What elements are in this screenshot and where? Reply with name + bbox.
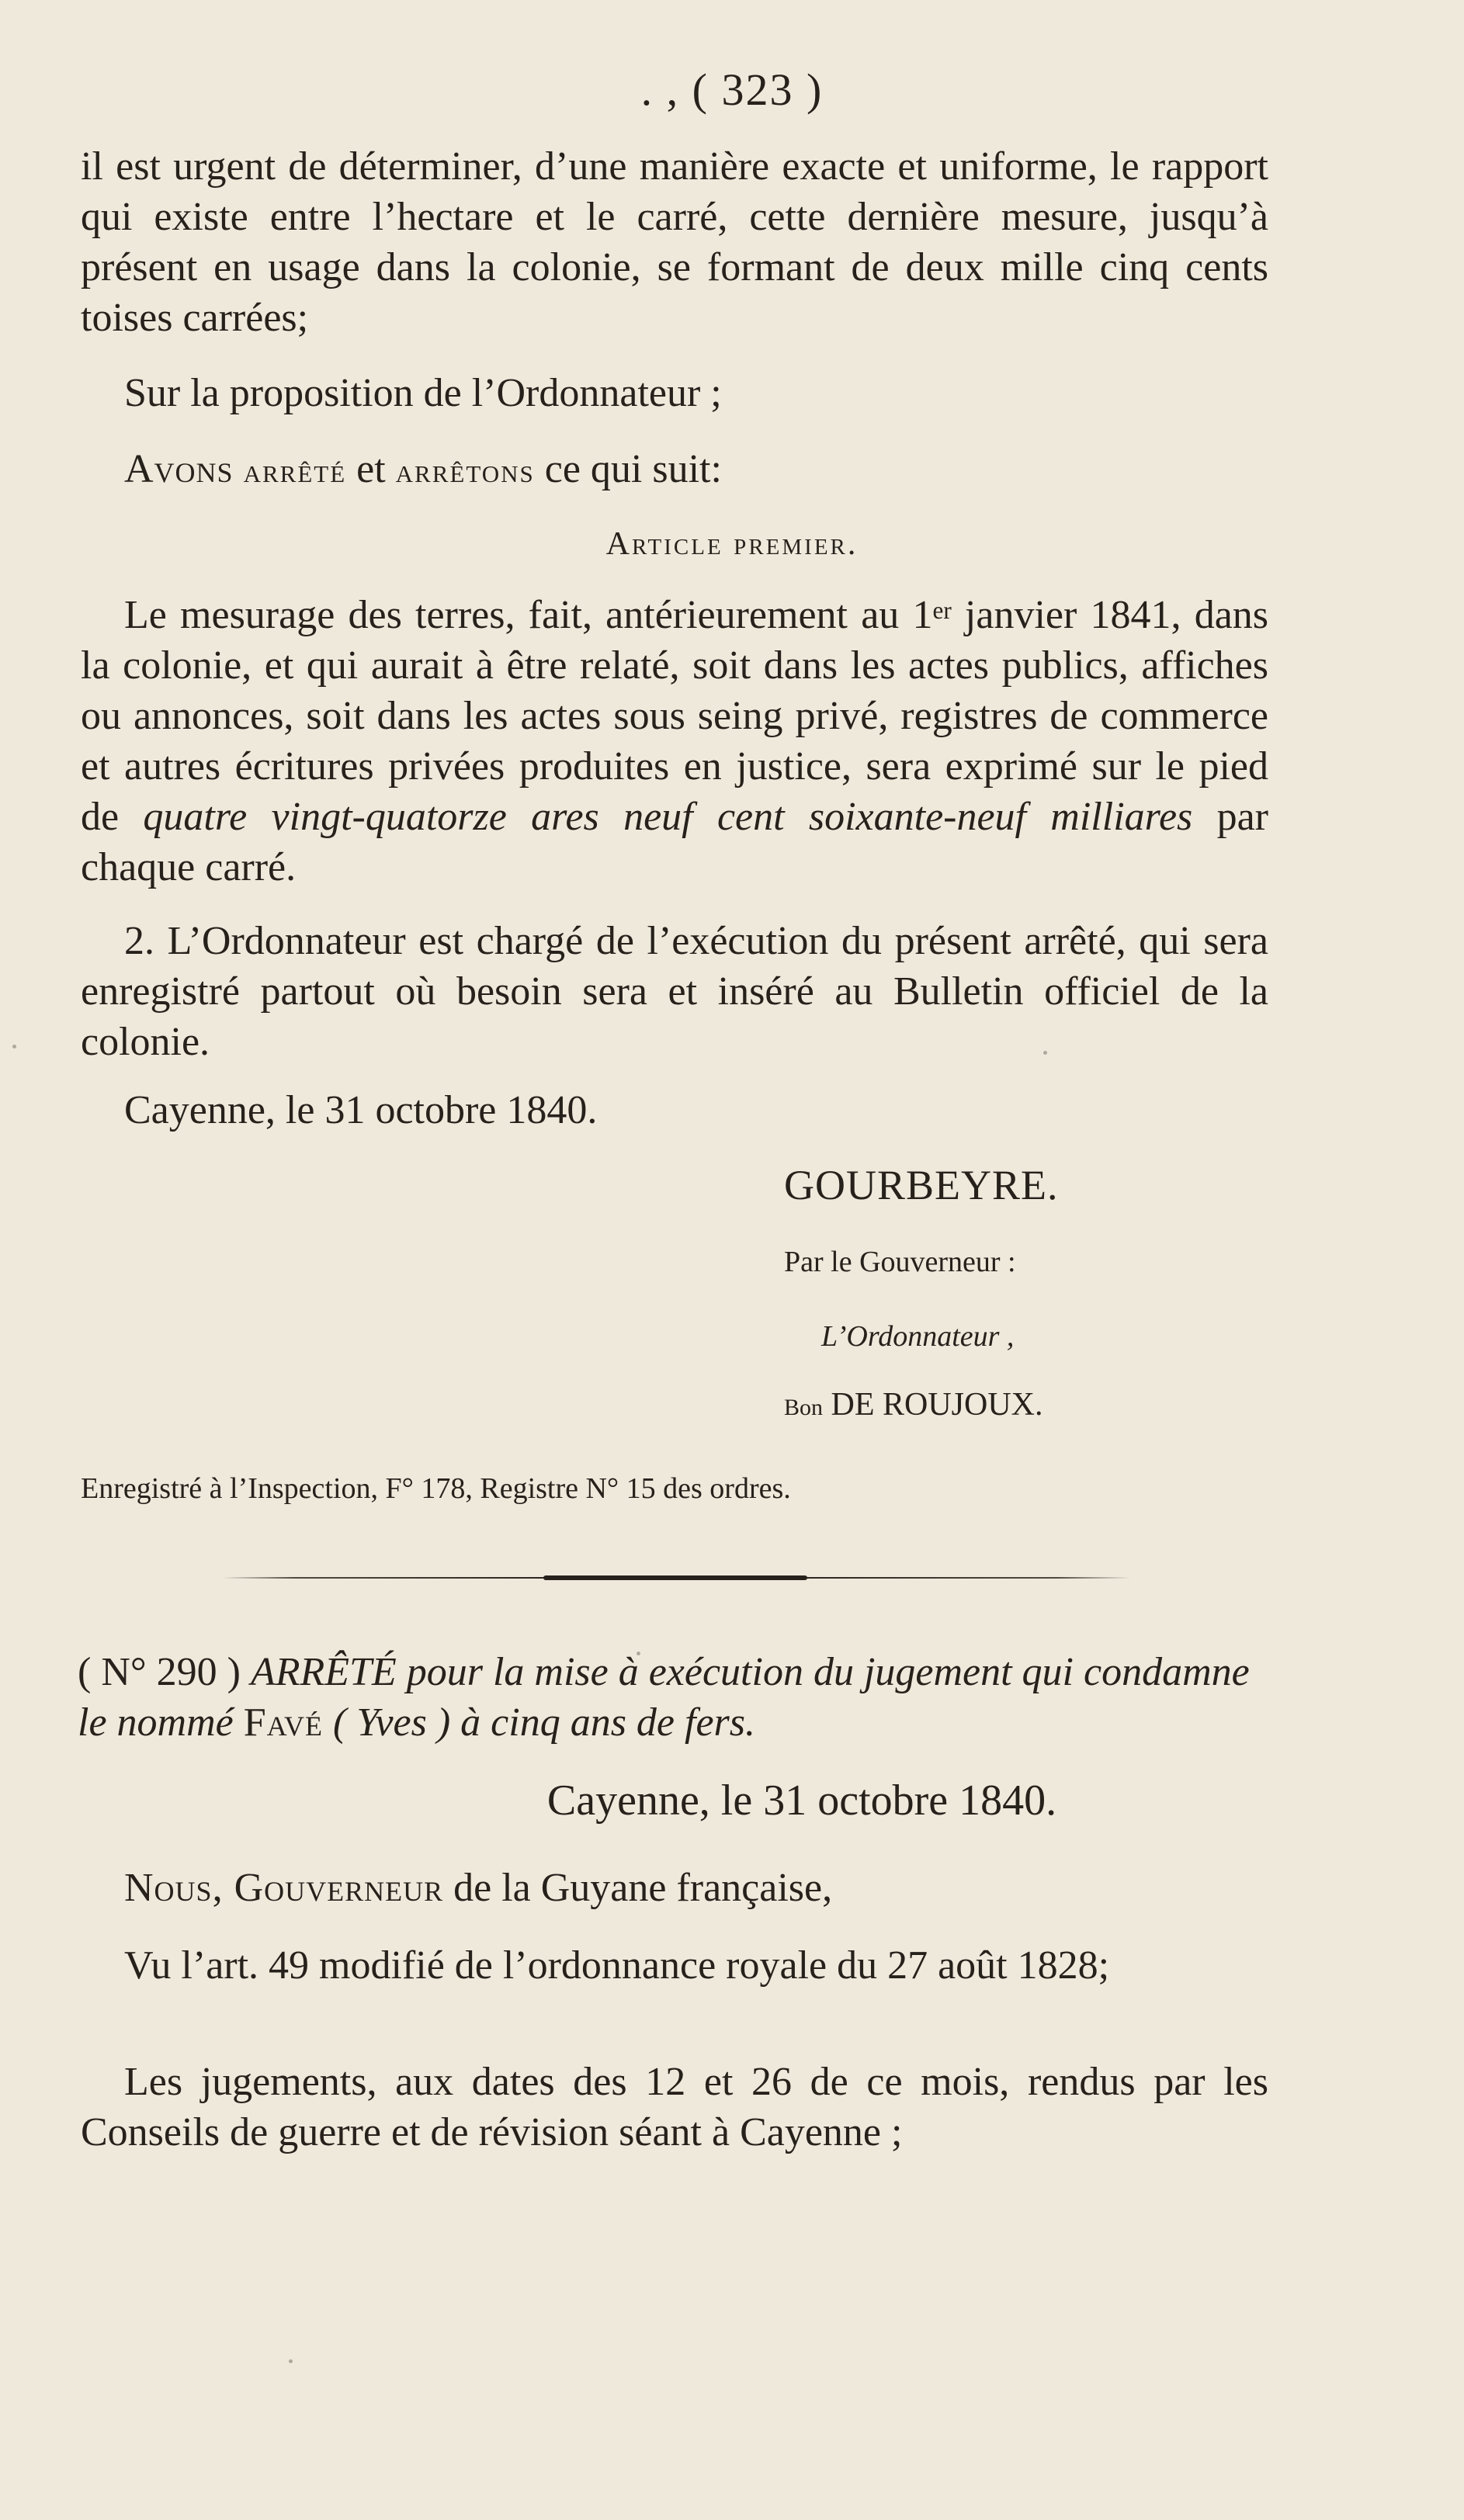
et-word: et [356, 447, 386, 491]
decree-title-part-a: ARRÊTÉ pour la mise à exécution du jugement qui condamne le nommé [78, 1650, 1250, 1745]
decree-title-name: Favé [243, 1700, 323, 1745]
preamble-paragraph [81, 141, 1268, 343]
ordonnateur-signature [784, 1386, 1043, 1423]
article-2-text: 2. L’Ordonnateur est chargé de l’exécution du présent arrêté, qui sera enregistré partout où besoin sera et inséré au Bulletin officiel de la colonie. [81, 919, 1268, 1064]
ordonnateur-title: L’Ordonnateur , [821, 1320, 1015, 1353]
nous-suffix: de la Guyane française, [443, 1866, 833, 1910]
nous-word: Nous [124, 1866, 213, 1910]
article-1-text [81, 590, 1268, 893]
preamble-text: il est urgent de déterminer, d’une manière exacte et uniforme, le rapport qui existe entre l’hectare et le carré, cette dernière mesure, jusqu’à présent en usage dans la colonie, se formant de deux mille cinq cents toises carrées; [81, 144, 1268, 340]
paper-speck [1043, 1051, 1047, 1055]
ordonnateur-name: DE ROUJOUX. [823, 1387, 1043, 1423]
paper-speck [289, 2359, 293, 2363]
registry-line: Enregistré à l’Inspection, F° 178, Registre N° 15 des ordres. [81, 1472, 791, 1505]
article-1-italic-measure: quatre vingt-quatorze ares neuf cent soixante-neuf milliares [143, 795, 1193, 839]
arrete-word: arrêté [243, 452, 347, 490]
avons-arrete-text [81, 444, 1268, 496]
proposition-paragraph [81, 368, 1268, 418]
article-2-paragraph [81, 916, 1268, 1067]
ce-qui-suit: ce qui suit: [544, 447, 722, 491]
section-divider-center [543, 1575, 807, 1580]
article-1-part-a: Le mesurage des terres, fait, antérieurement au 1 [124, 593, 933, 637]
nous-paragraph [81, 1863, 1268, 1913]
nous-text [81, 1863, 1268, 1913]
proposition-text: Sur la proposition de l’Ordonnateur ; [124, 371, 722, 415]
vu-paragraph [81, 1940, 1268, 1991]
avons-word: Avons [124, 447, 234, 491]
article-1-part-b: janvier 1841, dans la colonie, et qui aurait à être relaté, soit dans les actes publics, affiches ou annonces, soit dans les actes sous seing privé, registres de commerce et autres écritures privées produites en justice, sera exprimé sur le pied de [81, 593, 1269, 839]
gouverneur-word: , Gouverneur [212, 1866, 444, 1910]
ordonnateur-prefix: Bon [784, 1395, 824, 1420]
paper-speck [637, 1652, 640, 1655]
second-section-dateline: Cayenne, le 31 octobre 1840. [546, 1776, 1057, 1825]
governor-signature: GOURBEYRE. [784, 1162, 1059, 1208]
jugements-text: Les jugements, aux dates des 12 et 26 de ce mois, rendus par les Conseils de guerre et de révision séant à Cayenne ; [81, 2060, 1268, 2154]
article-1-part-c: par chaque carré. [81, 795, 1268, 889]
paper-speck [12, 1045, 16, 1049]
article-1-superscript: er [932, 597, 952, 624]
place-date-text: Cayenne, le 31 octobre 1840. [124, 1088, 598, 1132]
jugements-paragraph [81, 2057, 1268, 2158]
page-number: . , ( 323 ) [640, 64, 824, 115]
article-title: Article premier. [605, 526, 859, 562]
arretons-word: arrêtons [395, 452, 535, 490]
vu-text: Vu l’art. 49 modifié de l’ordonnance royale du 27 août 1828; [124, 1943, 1110, 1988]
by-governor-line: Par le Gouverneur : [784, 1246, 1016, 1278]
decree-number: ( N° 290 ) [78, 1650, 241, 1694]
decree-title-part-b: ( Yves ) à cinq ans de fers. [322, 1700, 756, 1745]
place-date-paragraph [81, 1085, 1268, 1135]
article-1-paragraph [81, 590, 1268, 893]
avons-arrete-paragraph [81, 444, 1268, 496]
second-section-heading [78, 1647, 1273, 1748]
